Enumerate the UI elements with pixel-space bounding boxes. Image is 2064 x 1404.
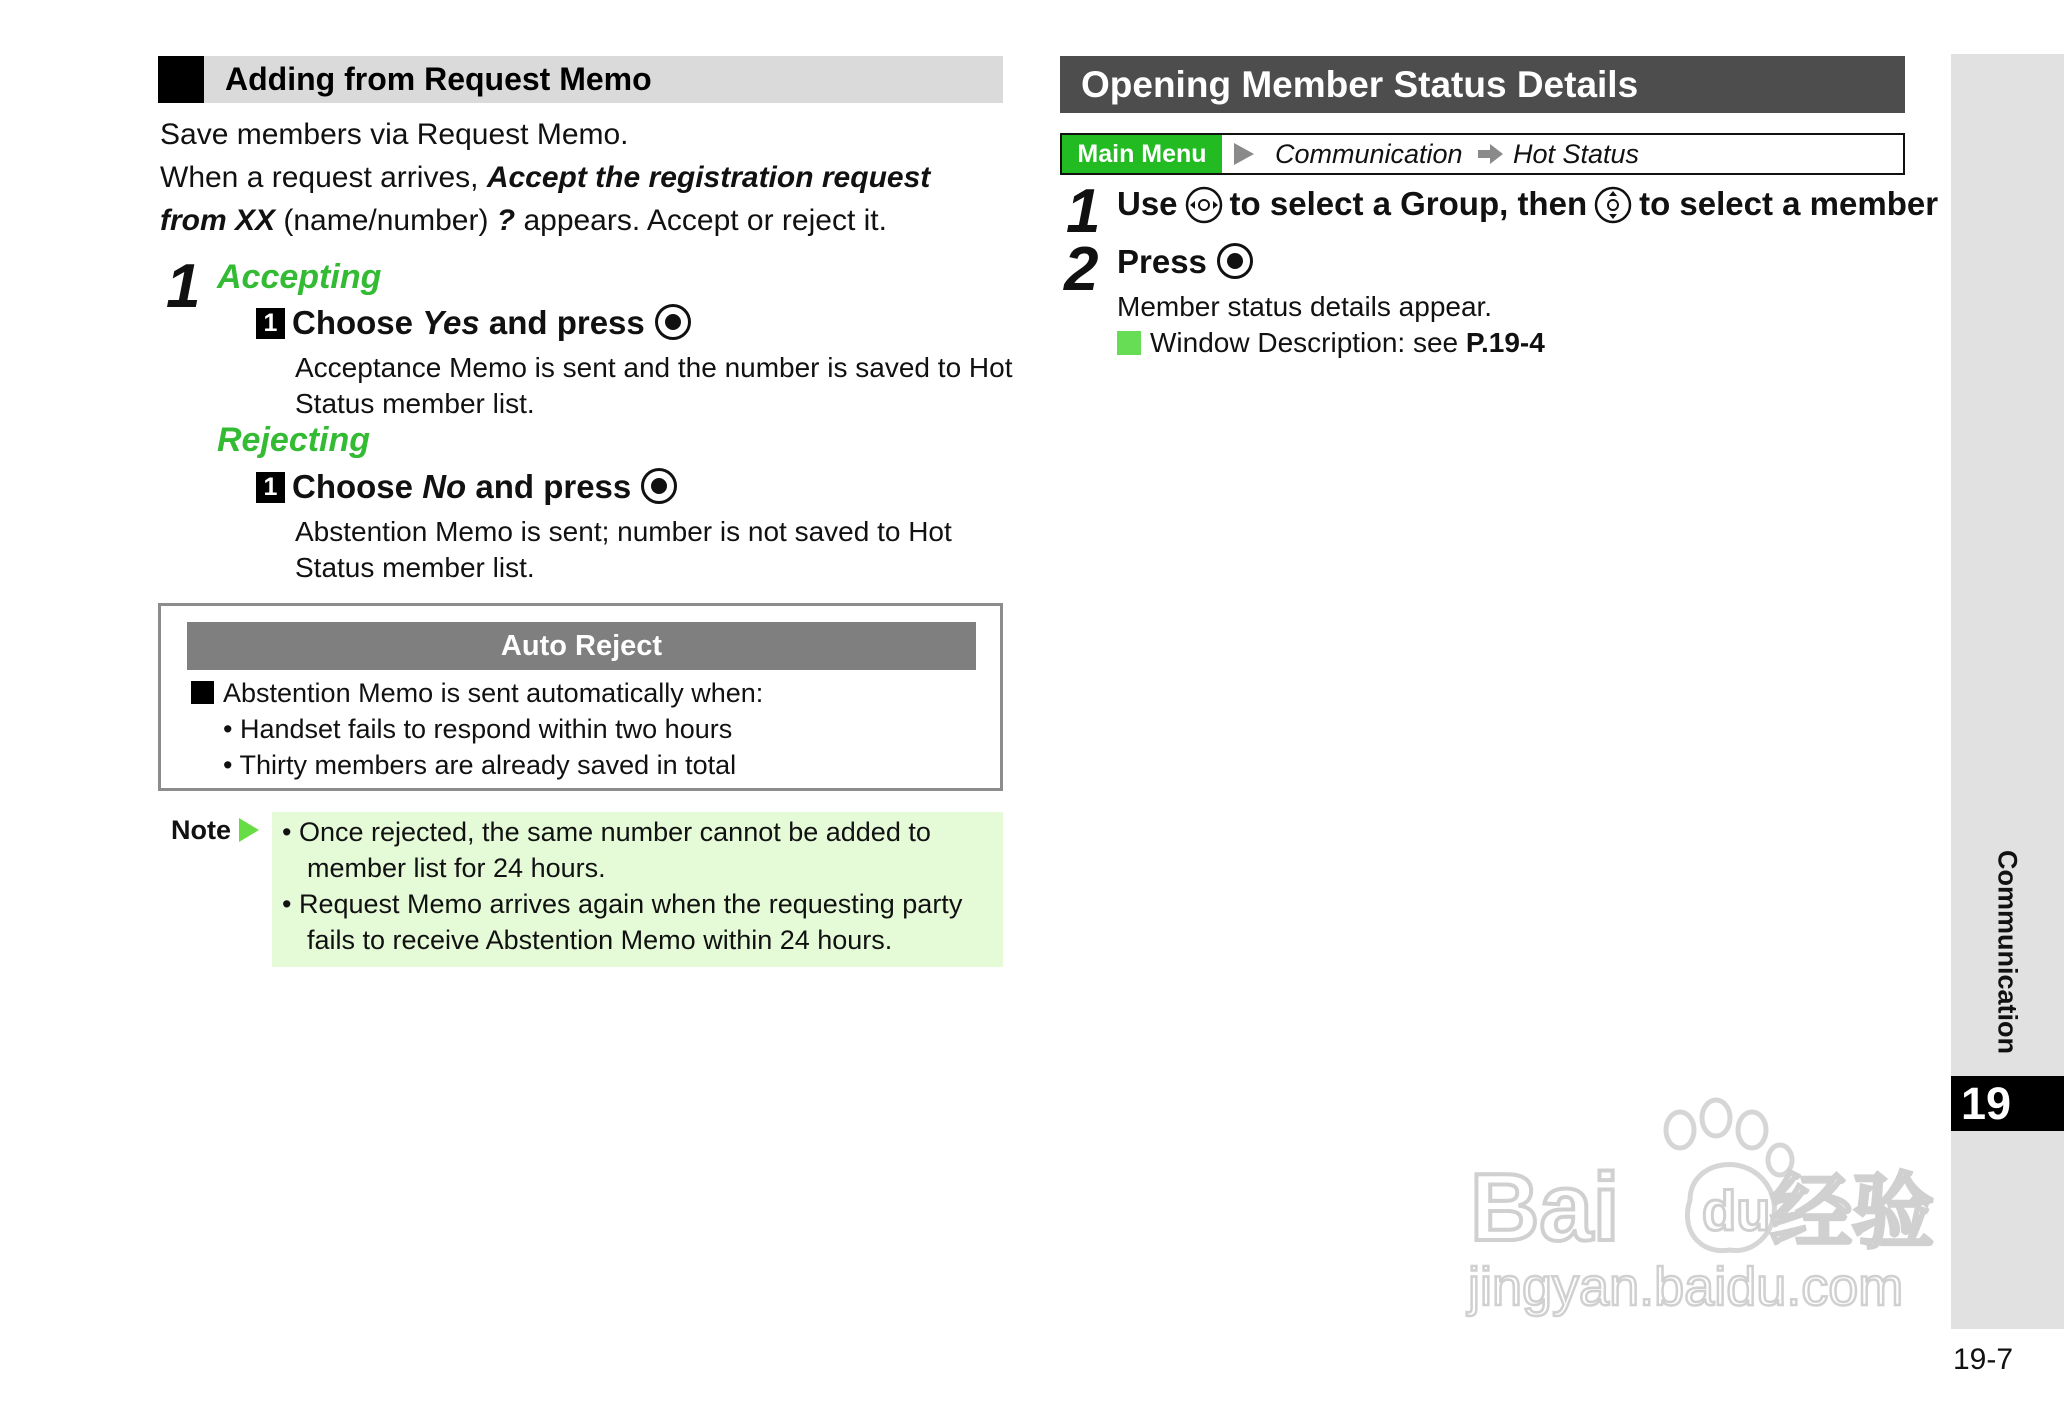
- nav-left-right-key-icon: [1184, 185, 1224, 225]
- intro-text: appears. Accept or reject it.: [515, 204, 887, 237]
- auto-reject-bullet: • Thirty members are already saved in total: [223, 750, 737, 780]
- triangle-right-icon: [1234, 143, 1254, 165]
- menu-path-item: Hot Status: [1513, 139, 1640, 169]
- substep-text: and press: [466, 468, 632, 505]
- accept-desc-1: Acceptance Memo is sent and the number is saved to Hot: [295, 352, 1013, 383]
- note-line: • Request Memo arrives again when the requesting party: [282, 889, 963, 919]
- step-text: to select a Group, then: [1229, 185, 1588, 222]
- substep-text: and press: [479, 304, 645, 341]
- note-box: [272, 812, 1003, 967]
- page-reference-link[interactable]: P.19-4: [1465, 327, 1545, 358]
- intro-line-1: Save members via Request Memo.: [160, 118, 629, 151]
- auto-reject-box: [158, 603, 1003, 791]
- substep-option: Yes: [422, 304, 480, 341]
- substep-number-badge: 1: [256, 472, 285, 503]
- accepting-heading: Accepting: [217, 258, 382, 296]
- ref-text: Window Description: see: [1150, 327, 1466, 358]
- watermark-brand: Bai: [1470, 1154, 1620, 1261]
- step-number: 2: [1064, 235, 1099, 304]
- intro-emphasis: from XX: [160, 204, 276, 237]
- note-label-text: Note: [171, 815, 231, 845]
- watermark-url: jingyan.baidu.com: [1468, 1257, 1904, 1317]
- page-number: 19-7: [1953, 1343, 2014, 1376]
- section-header-request-memo: [158, 56, 1003, 103]
- intro-emphasis: ?: [496, 204, 516, 237]
- nav-up-down-key-icon: [1593, 185, 1633, 225]
- intro-line-3: [160, 200, 887, 242]
- main-menu-badge: Main Menu: [1062, 135, 1222, 173]
- arrow-right-icon: [1478, 142, 1504, 166]
- menu-path-item: Communication: [1275, 139, 1463, 169]
- watermark-brand-cn: 经验: [1770, 1165, 1935, 1260]
- reject-desc-2: Status member list.: [295, 552, 535, 583]
- step-number: 1: [1066, 177, 1101, 246]
- baidu-watermark-logo: [1440, 1080, 1960, 1340]
- intro-text: When a request arrives,: [160, 161, 487, 194]
- menu-path: [1060, 133, 1905, 175]
- intro-text: (name/number): [275, 204, 497, 237]
- watermark-brand-du: du: [1702, 1179, 1771, 1242]
- auto-reject-title: Auto Reject: [187, 622, 976, 670]
- substep-text: Choose: [292, 468, 423, 505]
- intro-line-2: [160, 157, 930, 199]
- square-bullet-icon: [191, 681, 214, 704]
- intro-emphasis: Accept the registration request: [486, 161, 931, 194]
- substep-text: Choose: [292, 304, 423, 341]
- substep-number-badge: 1: [256, 308, 285, 339]
- auto-reject-bullet: • Handset fails to respond within two hours: [223, 714, 733, 744]
- chapter-label: [1951, 850, 2064, 1065]
- accept-substep: [256, 304, 691, 342]
- substep-option: No: [422, 468, 467, 505]
- step-2-desc: Member status details appear.: [1117, 291, 1493, 322]
- center-key-icon: [655, 304, 691, 340]
- section-title: Opening Member Status Details: [1081, 64, 1639, 105]
- accept-desc-2: Status member list.: [295, 388, 535, 419]
- section-title: Adding from Request Memo: [225, 61, 652, 97]
- step-text: Use: [1117, 185, 1178, 222]
- note-label: [171, 815, 259, 846]
- step-text: to select a member: [1639, 185, 1939, 222]
- section-marker: [158, 56, 204, 103]
- triangle-right-icon: [239, 818, 259, 842]
- chapter-number: 19: [1951, 1076, 2064, 1131]
- note-line: • Once rejected, the same number cannot be added to: [282, 817, 931, 847]
- auto-reject-lead: [191, 675, 763, 711]
- center-key-icon: [641, 468, 677, 504]
- step-1-instruction: [1117, 185, 1938, 225]
- note-line: fails to receive Abstention Memo within 24 hours.: [307, 925, 893, 955]
- window-description-ref: [1117, 325, 1545, 361]
- auto-reject-lead-text: Abstention Memo is sent automatically when:: [223, 678, 764, 708]
- step-number: 1: [166, 252, 201, 321]
- rejecting-heading: Rejecting: [217, 421, 371, 459]
- section-header-member-status: [1060, 56, 1905, 113]
- reject-substep: [256, 468, 677, 506]
- chapter-side-tab: [1951, 54, 2064, 1329]
- green-square-icon: [1117, 331, 1141, 355]
- note-line: member list for 24 hours.: [307, 853, 606, 883]
- step-text: Press: [1117, 243, 1207, 280]
- step-2-instruction: [1117, 243, 1253, 281]
- reject-desc-1: Abstention Memo is sent; number is not saved to Hot: [295, 516, 952, 547]
- center-key-icon: [1217, 243, 1253, 279]
- chapter-label-text: Communication: [1992, 850, 2023, 1055]
